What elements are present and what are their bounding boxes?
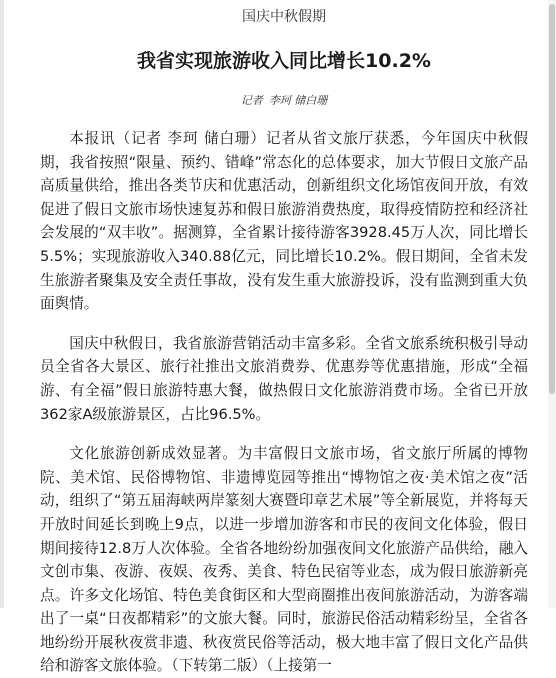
article-byline [40,93,528,109]
window-left-edge [0,0,4,608]
article-paragraph: 文化旅游创新成效显著。为丰富假日文旅市场，省文旅厅所属的博物院、美术馆、民俗博物馆、非遗博览园等推出“博物馆之夜·美术馆之夜”活动，组织了“第五届海峡两岸篆刻大赛暨印章艺术展”等全新展览，并将每天开放时间延长到晚上9点，以进一步增加游客和市民的夜间文化体验，假日期间接待12.8万人次体验。全省各地纷纷加强夜间文化旅游产品供给，融入文创市集、夜游、夜娱、夜秀、美食、特色民宿等业态，成为假日旅游新亮点。许多文化场馆、特色美食街区和大型商圈推出夜间旅游活动，为游客端出了一桌“日夜都精彩”的文旅大餐。同时，旅游民俗活动精彩纷呈，全省各地纷纷开展秋夜赏非遗、秋夜赏民俗等活动，极大地丰富了假日文化产品供给和游客文旅体验。（下转第二版）（上接第一 [40,445,528,675]
article-headline: 我省实现旅游收入同比增长10.2% [137,50,431,72]
article-kicker: 国庆中秋假期 [242,9,326,25]
news-article [40,0,528,678]
byline-authors: 李珂 储白珊 [268,94,328,107]
article-paragraph: 国庆中秋假日，我省旅游营销活动丰富多彩。全省文旅系统积极引导动员全省各大景区、旅行社推出文旅消费券、优惠券等优惠措施，形成“全福游、有全福”假日旅游特惠大餐，做热假日文化旅游消费市场。全省已开放362家A级旅游景区，占比96.5%。 [40,334,528,423]
scrollbar-thumb[interactable] [549,4,555,394]
article-paragraph: 本报讯（记者 李珂 储白珊）记者从省文旅厅获悉，今年国庆中秋假期，我省按照“限量、预约、错峰”常态化的总体要求，加大节假日文旅产品高质量供给，推出各类节庆和优惠活动，创新组织文化场馆夜间开放，有效促进了假日文旅市场快速复苏和假日旅游消费热度，取得疫情防控和经济社会发展的“双丰收”。据测算，全省累计接待游客3928.45万人次，同比增长5.5%；实现旅游收入340.88亿元，同比增长10.2%。假日期间，全省未发生旅游者聚集及安全责任事故，没有发生重大旅游投诉，没有监测到重大负面舆情。 [40,130,528,313]
byline-label: 记者 [240,94,263,107]
vertical-scrollbar[interactable] [548,0,556,608]
